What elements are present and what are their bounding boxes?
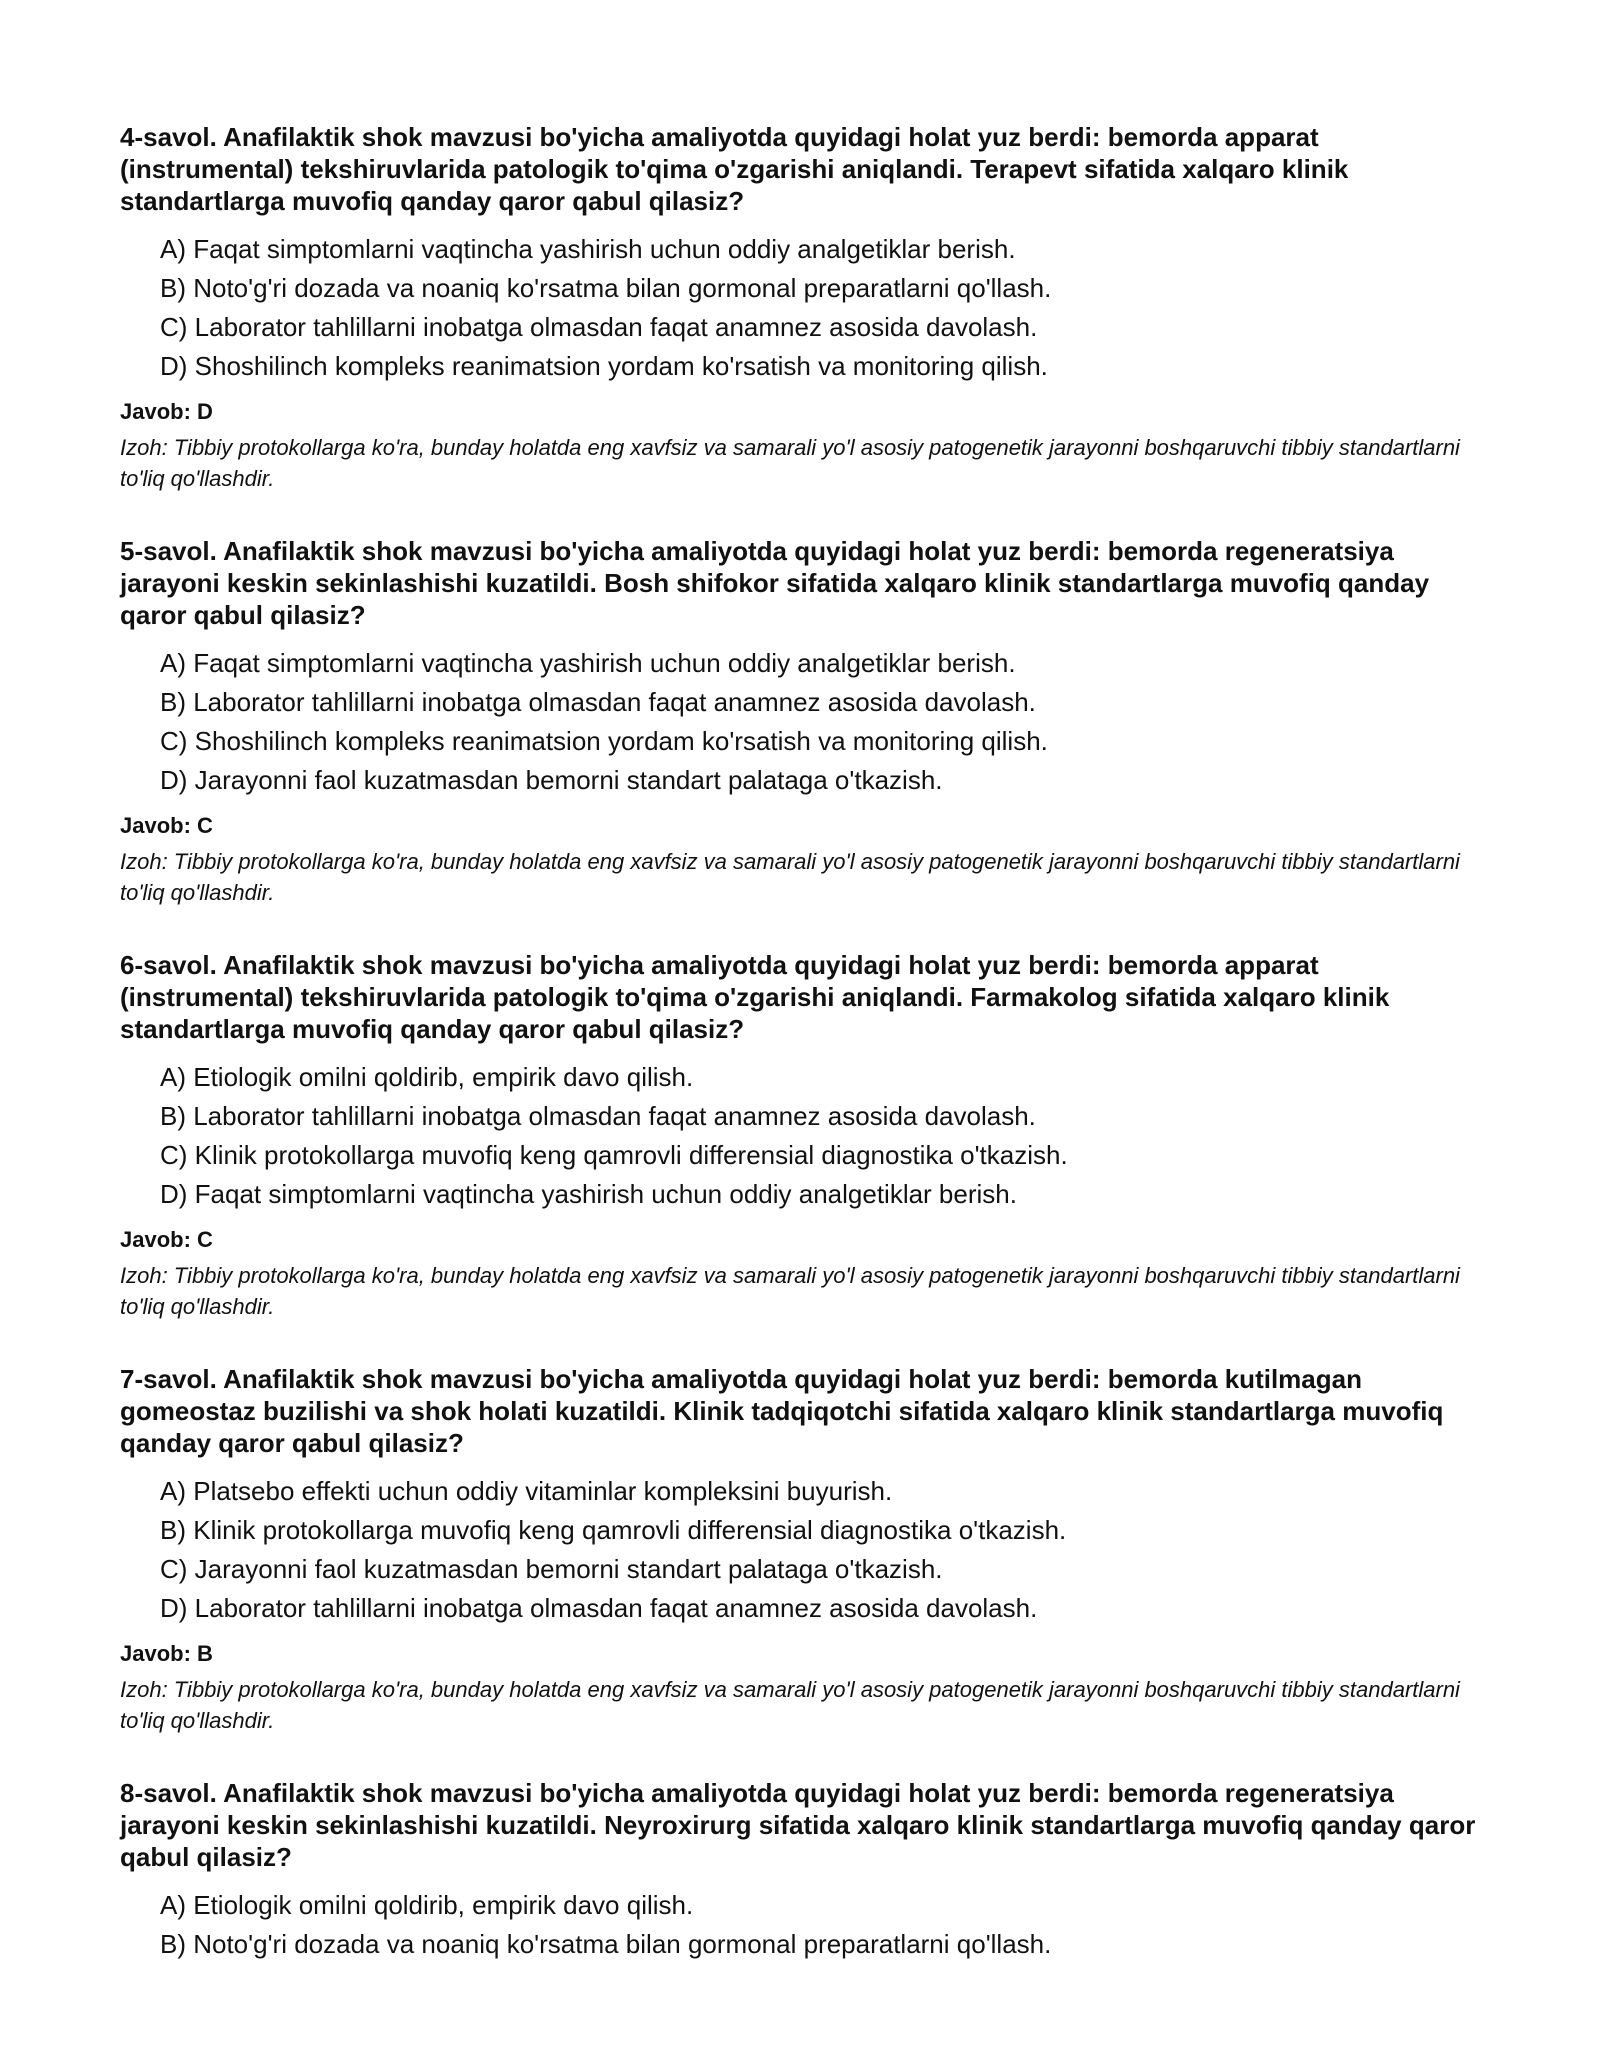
answer-label: Javob: C xyxy=(120,813,213,838)
option-a: A) Faqat simptomlarni vaqtincha yashirish uchun oddiy analgetiklar berish. xyxy=(160,234,1016,264)
option-list xyxy=(120,1472,1490,1628)
option-c: C) Shoshilinch kompleks reanimatsion yordam ko'rsatish va monitoring qilish. xyxy=(160,726,1048,756)
explanation-note: Izoh: Tibbiy protokollarga ko'ra, bunday holatda eng xavfsiz va samarali yo'l asosiy patogenetik jarayonni boshqaruvchi tibbiy standartlarni to'liq qo'llashdir. xyxy=(120,1677,1460,1733)
question-title: 7-savol. Anafilaktik shok mavzusi bo'yicha amaliyotda quyidagi holat yuz berdi: bemorda kutilmagan gomeostaz buzilishi va shok holati kuzatildi. Klinik tadqiqotchi sifatida xalqaro klinik standartlarga muvofiq qanday qaror qabul qilasiz? xyxy=(120,1364,1444,1458)
question-title: 6-savol. Anafilaktik shok mavzusi bo'yicha amaliyotda quyidagi holat yuz berdi: bemorda apparat (instrumental) tekshiruvlarida patologik to'qima o'zgarishi aniqlandi. Farmakolog sifatida xalqaro klinik standartlarga muvofiq qanday qaror qabul qilasiz? xyxy=(120,950,1390,1044)
question-block xyxy=(120,949,1490,1322)
option-c: C) Klinik protokollarga muvofiq keng qamrovli differensial diagnostika o'tkazish. xyxy=(160,1140,1068,1170)
option-a: A) Etiologik omilni qoldirib, empirik davo qilish. xyxy=(160,1890,694,1920)
option-list xyxy=(120,1058,1490,1214)
option-list xyxy=(120,1886,1490,1964)
option-list xyxy=(120,644,1490,800)
option-d: D) Jarayonni faol kuzatmasdan bemorni standart palataga o'tkazish. xyxy=(160,765,943,795)
option-d: D) Laborator tahlillarni inobatga olmasdan faqat anamnez asosida davolash. xyxy=(160,1593,1038,1623)
option-b: B) Laborator tahlillarni inobatga olmasdan faqat anamnez asosida davolash. xyxy=(160,1101,1036,1131)
answer-label: Javob: B xyxy=(120,1641,213,1666)
option-b: B) Laborator tahlillarni inobatga olmasdan faqat anamnez asosida davolash. xyxy=(160,687,1036,717)
question-title: 5-savol. Anafilaktik shok mavzusi bo'yicha amaliyotda quyidagi holat yuz berdi: bemorda regeneratsiya jarayoni keskin sekinlashishi kuzatildi. Bosh shifokor sifatida xalqaro klinik standartlarga muvofiq qanday qaror qabul qilasiz? xyxy=(120,536,1430,630)
option-list xyxy=(120,230,1490,386)
option-a: A) Platsebo effekti uchun oddiy vitaminlar kompleksini buyurish. xyxy=(160,1476,893,1506)
explanation-note: Izoh: Tibbiy protokollarga ko'ra, bunday holatda eng xavfsiz va samarali yo'l asosiy patogenetik jarayonni boshqaruvchi tibbiy standartlarni to'liq qo'llashdir. xyxy=(120,435,1460,491)
option-b: B) Noto'g'ri dozada va noaniq ko'rsatma bilan gormonal preparatlarni qo'llash. xyxy=(160,273,1052,303)
question-block xyxy=(120,121,1490,494)
option-b: B) Klinik protokollarga muvofiq keng qamrovli differensial diagnostika o'tkazish. xyxy=(160,1515,1067,1545)
explanation-note: Izoh: Tibbiy protokollarga ko'ra, bunday holatda eng xavfsiz va samarali yo'l asosiy patogenetik jarayonni boshqaruvchi tibbiy standartlarni to'liq qo'llashdir. xyxy=(120,849,1460,905)
option-d: D) Faqat simptomlarni vaqtincha yashirish uchun oddiy analgetiklar berish. xyxy=(160,1179,1017,1209)
question-title: 4-savol. Anafilaktik shok mavzusi bo'yicha amaliyotda quyidagi holat yuz berdi: bemorda apparat (instrumental) tekshiruvlarida patologik to'qima o'zgarishi aniqlandi. Terapevt sifatida xalqaro klinik standartlarga muvofiq qanday qaror qabul qilasiz? xyxy=(120,122,1349,216)
option-b: B) Noto'g'ri dozada va noaniq ko'rsatma bilan gormonal preparatlarni qo'llash. xyxy=(160,1929,1052,1959)
answer-label: Javob: D xyxy=(120,399,213,424)
question-block xyxy=(120,1363,1490,1736)
option-c: C) Laborator tahlillarni inobatga olmasdan faqat anamnez asosida davolash. xyxy=(160,312,1038,342)
option-c: C) Jarayonni faol kuzatmasdan bemorni standart palataga o'tkazish. xyxy=(160,1554,943,1584)
option-d: D) Shoshilinch kompleks reanimatsion yordam ko'rsatish va monitoring qilish. xyxy=(160,351,1048,381)
question-title: 8-savol. Anafilaktik shok mavzusi bo'yicha amaliyotda quyidagi holat yuz berdi: bemorda regeneratsiya jarayoni keskin sekinlashishi kuzatildi. Neyroxirurg sifatida xalqaro klinik standartlarga muvofiq qanday qaror qabul qilasiz? xyxy=(120,1778,1476,1872)
answer-label: Javob: C xyxy=(120,1227,213,1252)
document-page xyxy=(120,121,1490,2005)
question-block xyxy=(120,1777,1490,1964)
question-block xyxy=(120,535,1490,908)
option-a: A) Etiologik omilni qoldirib, empirik davo qilish. xyxy=(160,1062,694,1092)
explanation-note: Izoh: Tibbiy protokollarga ko'ra, bunday holatda eng xavfsiz va samarali yo'l asosiy patogenetik jarayonni boshqaruvchi tibbiy standartlarni to'liq qo'llashdir. xyxy=(120,1263,1460,1319)
option-a: A) Faqat simptomlarni vaqtincha yashirish uchun oddiy analgetiklar berish. xyxy=(160,648,1016,678)
